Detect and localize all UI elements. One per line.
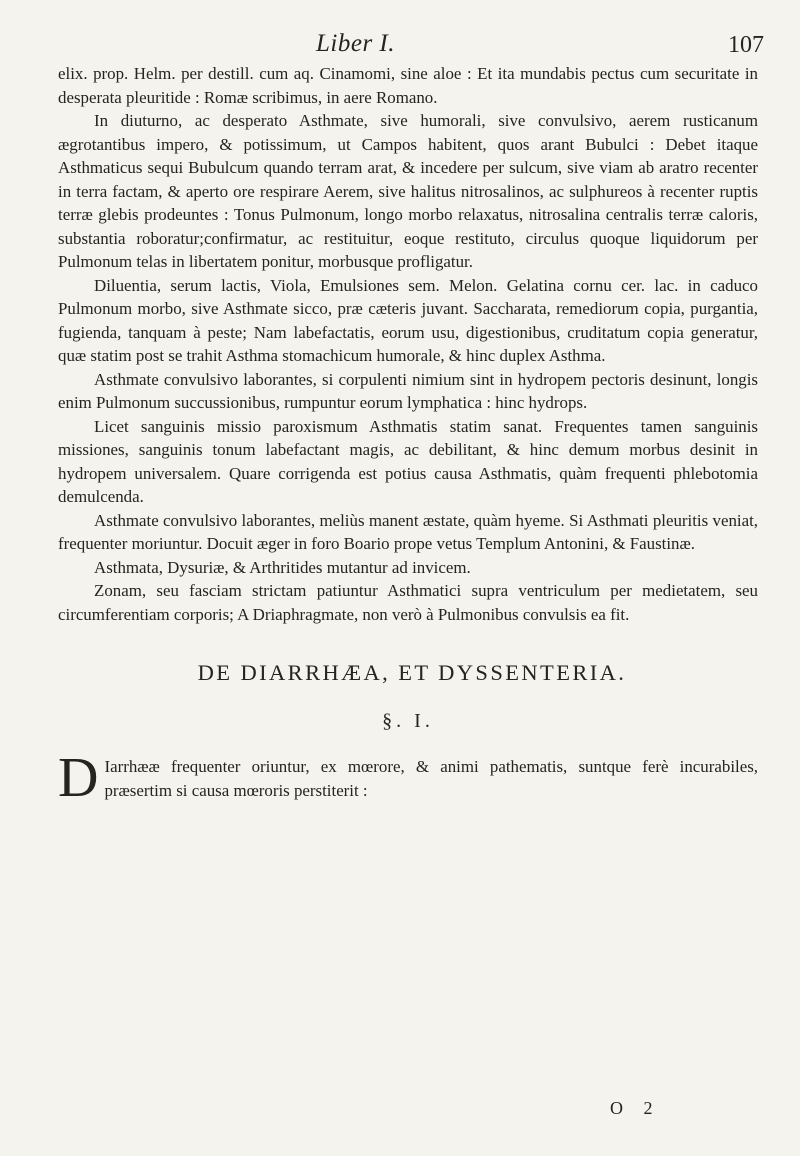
- section-heading: DE DIARRHÆA, ET DYSSENTERIA.: [197, 660, 627, 685]
- drop-cap-initial: D: [58, 747, 99, 809]
- paragraph-6: Asthmate convulsivo laborantes, meliùs manent æstate, quàm hyeme. Si Asthmati pleuritis veniat, frequenter moriuntur. Docuit æger in foro Boario prope vetus Templum Antonini, & Faustinæ.: [58, 510, 758, 553]
- paragraph-number: §. I.: [382, 710, 434, 732]
- paragraph-4: Asthmate convulsivo laborantes, si corpulenti nimium sint in hydropem pectoris desinunt, longis enim Pulmonum succussionibus, rumpuntur eorum lymphatica : hinc hydrops.: [58, 369, 758, 412]
- paragraph-8: Zonam, seu fasciam strictam patiuntur Asthmatici supra ventriculum per medietatem, seu circumferentiam corporis; A Driaphragmate, non verò à Pulmonibus convulsis ea fit.: [58, 581, 758, 624]
- paragraph-1: elix. prop. Helm. per destill. cum aq. Cinamomi, sine aloe : Et ita mundabis pectus cum securitate in desperata pleuritide : Romæ scribimus, in aere Romano.: [58, 64, 758, 107]
- paragraph-7: Asthmata, Dysuriæ, & Arthritides mutantur ad invicem.: [94, 557, 471, 577]
- section-opening: [58, 747, 758, 809]
- paragraph-5: Licet sanguinis missio paroxismum Asthmatis statim sanat. Frequentes tamen sanguinis missiones, sanguinis tonum labefactant magis, ac debilitant, & hinc demum morbus desinit in hydropem universalem. Quare corrigenda est potius causa Asthmatis, quàm frequenti phlebotomia demulcenda.: [58, 416, 758, 506]
- signature-mark: O 2: [610, 1098, 661, 1118]
- main-text: [58, 62, 758, 626]
- page-number: 107: [728, 32, 764, 58]
- section-first-paragraph: Iarrhææ frequenter oriuntur, ex mœrore, & animi pathematis, suntque ferè incurabiles, præsertim si causa mœroris perstiterit :: [104, 757, 758, 800]
- page-header: [58, 28, 764, 62]
- paragraph-3: Diluentia, serum lactis, Viola, Emulsiones sem. Melon. Gelatina cornu cer. lac. in caduco Pulmonum morbo, sive Asthmate sicco, præ cæteris juvant. Saccharata, remediorum copia, purgantia, fugienda, tanquam à peste; Nam labefactatis, eorum usu, digestionibus, cruditatum copia generatur, quæ statim post se trahit Asthma stomachicum humorale, & hinc duplex Asthma.: [58, 275, 758, 365]
- paragraph-2: In diuturno, ac desperato Asthmate, sive humorali, sive convulsivo, aerem rusticanum ægrotantibus impero, & potissimum, ut Campos habitent, quos arant Bubulci : Debet itaque Asthmaticus sequi Bubulcum quando terram arat, & incedere per sulcum, sive viam ab aratro recenter in terra factam, & aperto ore respirare Aerem, sive halitus nitrosalinos, ac sulphureos à recenter ruptis terræ glebis prodeuntes : Tonus Pulmonum, longo morbo relaxatus, nitrosalina centralis terræ caloris, substantia roboratur;confirmatur, ac restituitur, eoque restituto, circulus quoque liquidorum per Pulmonum telas in libertatem ponitur, morbusque profligatur.: [58, 111, 758, 271]
- running-title: Liber I.: [316, 30, 395, 57]
- book-page: [58, 28, 764, 809]
